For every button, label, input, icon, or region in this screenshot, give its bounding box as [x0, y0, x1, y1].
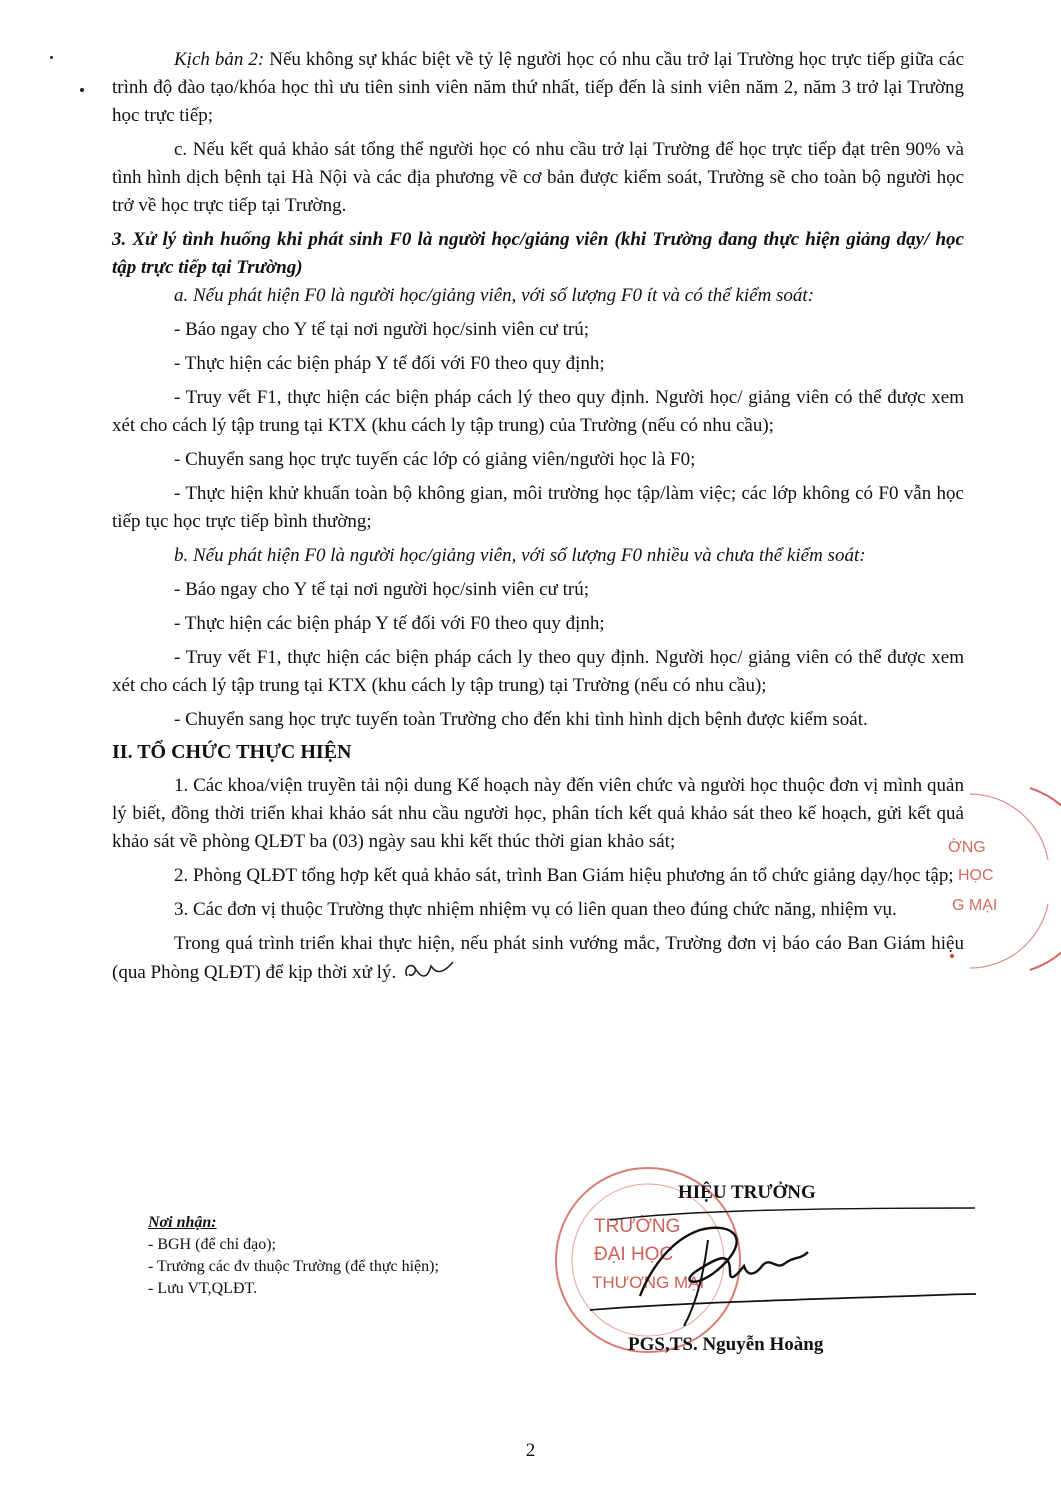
section-3a-item: - Thực hiện các biện pháp Y tế đối với F0 theo quy định;	[174, 353, 605, 374]
closing-text: Trong quá trình triển khai thực hiện, nếu phát sinh vướng mắc, Trường đơn vị báo cáo Ban Giám hiệu (qua Phòng QLĐT) để kịp thời xử lý.	[112, 933, 964, 983]
closing-paragraph	[112, 930, 964, 987]
section-3a-item: - Thực hiện khử khuẩn toàn bộ không gian, môi trường học tập/làm việc; các lớp không có F0 vẫn học tiếp tục học trực tiếp bình thường;	[112, 483, 964, 532]
section-ii-item: 2. Phòng QLĐT tổng hợp kết quả khảo sát, trình Ban Giám hiệu phương án tổ chức giảng dạy/học tập;	[174, 865, 954, 886]
scan-speck	[80, 88, 84, 92]
stamp-edge-text-3: G MẠI	[952, 897, 998, 914]
stamp-edge	[930, 780, 1061, 980]
section-3a-item: - Chuyển sang học trực tuyến các lớp có giảng viên/người học là F0;	[174, 449, 696, 470]
signatory-title: HIỆU TRƯỞNG	[678, 1182, 816, 1203]
recipient-item: - BGH (để chỉ đạo);	[148, 1236, 276, 1253]
section-3a-item: - Báo ngay cho Y tế tại nơi người học/sinh viên cư trú;	[174, 319, 589, 340]
paragraph-scenario-2	[112, 46, 964, 130]
page-number: 2	[525, 1440, 536, 1461]
scan-speck	[50, 56, 53, 59]
handwritten-signature	[580, 1200, 980, 1330]
section-3b-item: - Truy vết F1, thực hiện các biện pháp cách ly theo quy định. Người học/ giảng viên có thể được xem xét cho cách lý tập trung tại KTX (khu cách ly tập trung) tại Trường (nếu có nhu cầu);	[112, 647, 964, 696]
section-3b-item: - Chuyển sang học trực tuyến toàn Trường cho đến khi tình hình dịch bệnh được kiểm soát.	[174, 709, 868, 730]
section-3-heading: 3. Xử lý tình huống khi phát sinh F0 là người học/giảng viên (khi Trường đang thực hiện giảng dạy/ học tập trực tiếp tại Trường)	[112, 229, 964, 278]
section-ii-item: 1. Các khoa/viện truyền tải nội dung Kế hoạch này đến viên chức và người học thuộc đơn vị mình quản lý biết, đồng thời triển khai khảo sát nhu cầu người học, phân tích kết quả khảo sát theo kế hoạch, gửi kết quả khảo sát về phòng QLĐT ba (03) ngày sau khi kết thúc thời gian khảo sát;	[112, 775, 964, 852]
stamp-line-3: THƯƠNG MẠI	[592, 1273, 705, 1292]
section-ii-item: 3. Các đơn vị thuộc Trường thực nhiệm nhiệm vụ có liên quan theo đúng chức năng, nhiệm vụ.	[174, 899, 897, 920]
section-3b-item: - Báo ngay cho Y tế tại nơi người học/sinh viên cư trú;	[174, 579, 589, 600]
scenario-label: Kịch bản 2:	[174, 49, 265, 70]
stamp-edge-text-1: ỜNG	[948, 839, 986, 856]
section-3b-title: b. Nếu phát hiện F0 là người học/giảng viên, với số lượng F0 nhiều và chưa thể kiểm soát:	[174, 545, 866, 566]
recipients-block	[148, 1212, 439, 1300]
stamp-edge-text-2: HỌC	[958, 867, 994, 884]
stamp-line-2: ĐẠI HỌC	[594, 1244, 674, 1265]
scenario-text: Nếu không sự khác biệt về tỷ lệ người học có nhu cầu trở lại Trường học trực tiếp giữa các trình độ đào tạo/khóa học thì ưu tiên sinh viên năm thứ nhất, tiếp đến là sinh viên năm 2, năm 3 trở lại Trường học trực tiếp;	[112, 49, 964, 126]
recipient-item: - Lưu VT,QLĐT.	[148, 1280, 258, 1297]
signatory-name: PGS,TS. Nguyễn Hoàng	[628, 1334, 824, 1355]
stamp-line-1: TRƯỜNG	[594, 1216, 681, 1237]
body-text-top	[112, 46, 964, 987]
section-3a-title: a. Nếu phát hiện F0 là người học/giảng viên, với số lượng F0 ít và có thể kiểm soát:	[174, 285, 815, 306]
initials-mark	[401, 958, 455, 984]
recipients-title: Nơi nhận:	[148, 1214, 217, 1231]
paragraph-c: c. Nếu kết quả khảo sát tổng thể người học có nhu cầu trở lại Trường để học trực tiếp đạt trên 90% và tình hình dịch bệnh tại Hà Nội và các địa phương về cơ bản được kiểm soát, Trường sẽ cho toàn bộ người học trở về học trực tiếp tại Trường.	[112, 139, 964, 216]
recipient-item: - Trưởng các đv thuộc Trường (để thực hiện);	[148, 1258, 439, 1275]
section-3a-item: - Truy vết F1, thực hiện các biện pháp cách lý theo quy định. Người học/ giảng viên có thể được xem xét cho cách lý tập trung tại KTX (khu cách ly tập trung) của Trường (nếu có nhu cầu);	[112, 387, 964, 436]
section-3b-item: - Thực hiện các biện pháp Y tế đối với F0 theo quy định;	[174, 613, 605, 634]
section-ii-heading: II. TỔ CHỨC THỰC HIỆN	[112, 741, 352, 763]
